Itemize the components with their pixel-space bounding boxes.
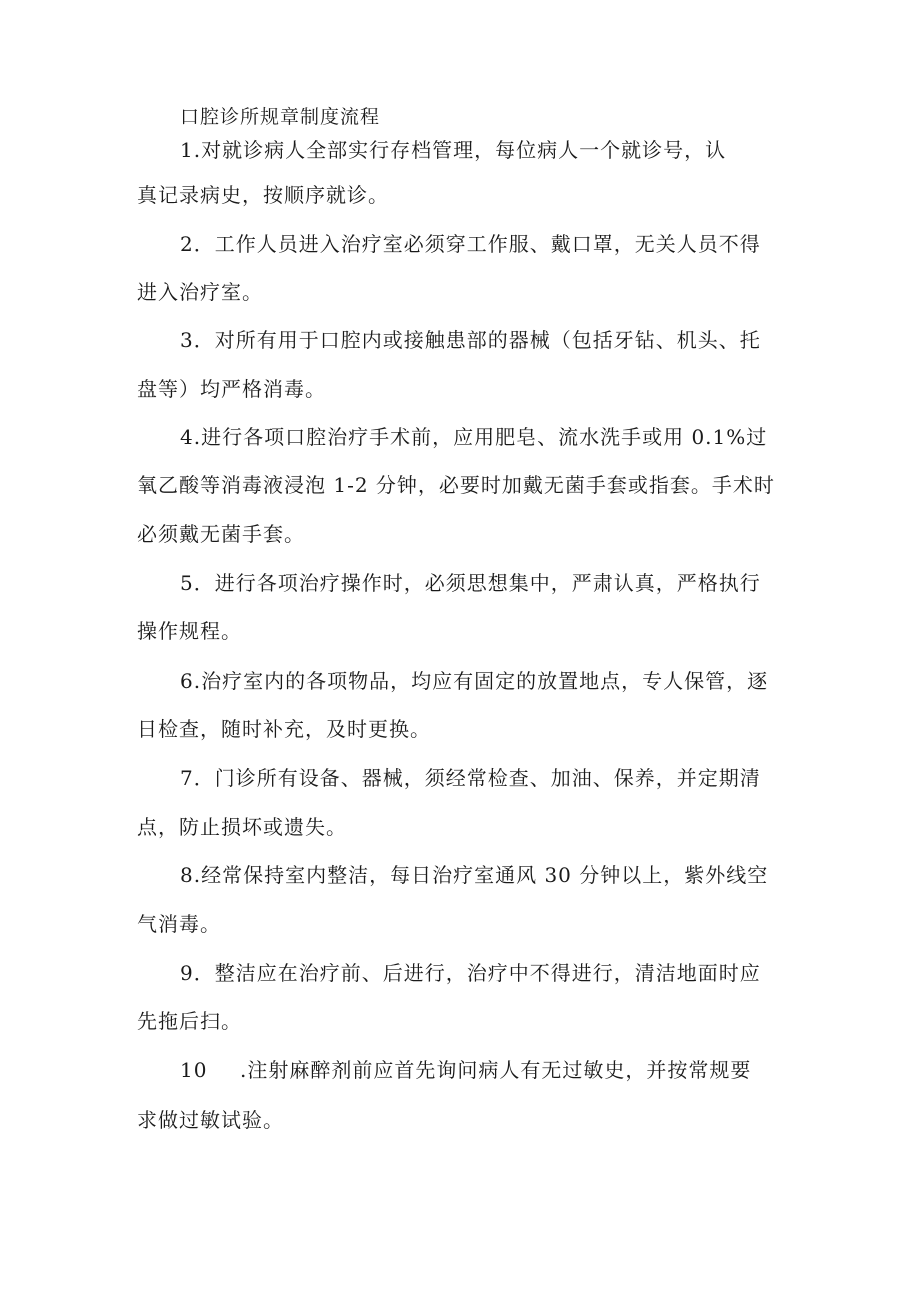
- list-item-5-line-1: [180, 567, 761, 596]
- list-item-6-line-1: [180, 665, 768, 694]
- list-item-4-line-3: 必须戴无菌手套。: [137, 522, 305, 546]
- item-4-text: .进行各项口腔治疗手术前，应用肥皂、流水洗手或用 0.1%过: [193, 425, 768, 449]
- list-item-9-line-2: 先拖后扫。: [137, 1009, 242, 1033]
- item-7-text: ．门诊所有设备、器械，须经常检查、加油、保养，并定期清: [193, 766, 761, 790]
- item-5-text: ．进行各项治疗操作时，必须思想集中，严肃认真，严格执行: [193, 571, 761, 595]
- list-item-2-line-1: [180, 228, 761, 257]
- list-item-2-line-2: 进入治疗室。: [137, 280, 263, 304]
- item-10-text: .注射麻醉剂前应首先询问病人有无过敏史，并按常规要: [240, 1058, 752, 1082]
- item-8-number: 8: [180, 863, 194, 887]
- item-4-number: 4: [180, 425, 194, 449]
- item-9-text: ．整洁应在治疗前、后进行，治疗中不得进行，清洁地面时应: [193, 961, 761, 985]
- item-9-number: 9: [180, 961, 194, 985]
- item-6-text: .治疗室内的各项物品，均应有固定的放置地点，专人保管，逐: [193, 669, 769, 693]
- list-item-7-line-1: [180, 762, 761, 791]
- list-item-3-line-2: 盘等）均严格消毒。: [137, 377, 326, 401]
- list-item-6-line-2: 日检查，随时补充，及时更换。: [137, 717, 431, 741]
- list-item-10-line-2: 求做过敏试验。: [137, 1108, 284, 1132]
- item-3-number: 3: [180, 328, 194, 352]
- list-item-8-line-2: 气消毒。: [137, 912, 221, 936]
- item-10-number: 10: [180, 1058, 208, 1082]
- item-6-number: 6: [180, 669, 194, 693]
- list-item-4-line-2: 氧乙酸等消毒液浸泡 1-2 分钟，必要时加戴无菌手套或指套。手术时: [137, 473, 775, 497]
- list-item-7-line-2: 点，防止损坏或遗失。: [137, 815, 347, 839]
- item-5-number: 5: [180, 571, 194, 595]
- list-item-8-line-1: [180, 859, 768, 888]
- list-item-3-line-1: [180, 324, 761, 353]
- list-item-1-line-1: [180, 134, 726, 163]
- item-1-number: 1.: [180, 138, 202, 162]
- document-title: 口腔诊所规章制度流程: [180, 106, 381, 128]
- item-2-text: ．工作人员进入治疗室必须穿工作服、戴口罩，无关人员不得: [193, 232, 761, 256]
- item-2-number: 2: [180, 232, 194, 256]
- list-item-1-line-2: 真记录病史，按顺序就诊。: [137, 183, 389, 207]
- list-item-4-line-1: [180, 421, 767, 450]
- item-1-text: 对就诊病人全部实行存档管理，每位病人一个就诊号，认: [201, 138, 727, 162]
- item-3-text: ．对所有用于口腔内或接触患部的器械（包括牙钻、机头、托: [193, 328, 761, 352]
- list-item-10-line-1: [180, 1054, 751, 1083]
- item-8-text: .经常保持室内整洁，每日治疗室通风 30 分钟以上，紫外线空: [193, 863, 769, 887]
- list-item-5-line-2: 操作规程。: [137, 619, 242, 643]
- item-7-number: 7: [180, 766, 194, 790]
- list-item-9-line-1: [180, 957, 761, 986]
